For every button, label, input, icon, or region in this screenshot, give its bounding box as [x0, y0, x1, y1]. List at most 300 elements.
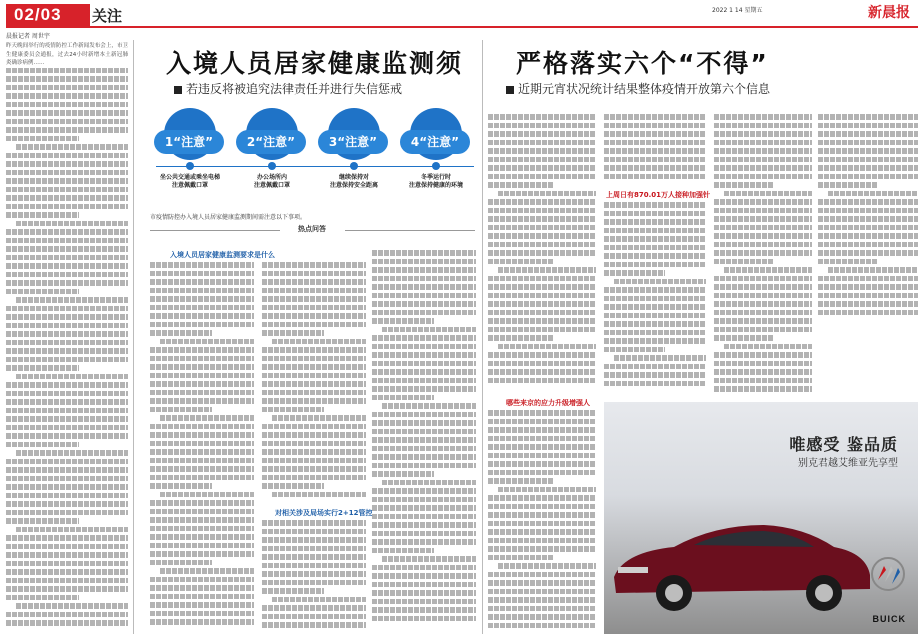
text-line — [262, 622, 366, 631]
text-line — [150, 602, 254, 611]
text-line — [604, 245, 706, 254]
text-line — [818, 131, 918, 140]
text-line — [488, 148, 596, 157]
text-line — [150, 475, 254, 484]
text-line — [818, 284, 918, 293]
text-line — [6, 110, 128, 119]
note-label: 2“注意” — [236, 130, 306, 154]
text-line — [714, 293, 812, 302]
text-line — [714, 148, 812, 157]
text-line — [372, 505, 476, 514]
text-line — [714, 199, 812, 208]
text-line — [150, 313, 254, 322]
text-line — [488, 589, 596, 598]
text-line — [262, 424, 366, 433]
text-line — [262, 322, 366, 331]
text-line — [498, 191, 596, 200]
text-line — [818, 114, 918, 123]
text-line — [488, 199, 596, 208]
text-line — [604, 347, 665, 356]
text-line — [604, 313, 706, 322]
text-line — [818, 123, 918, 132]
text-line — [150, 390, 254, 399]
text-line — [150, 364, 254, 373]
text-line — [6, 612, 128, 621]
text-line — [262, 449, 366, 458]
text-line — [160, 492, 254, 501]
text-line — [150, 330, 212, 339]
text-line — [818, 199, 918, 208]
text-line — [488, 504, 596, 513]
note-dot — [432, 162, 440, 170]
left-article-body — [6, 68, 128, 629]
text-line — [262, 441, 366, 450]
text-line — [372, 607, 476, 616]
text-line — [488, 233, 596, 242]
text-line — [818, 310, 918, 319]
text-line — [262, 364, 366, 373]
issue-date: 2022 1 14 星期五 — [712, 7, 763, 14]
newspaper-logo: 新晨报 — [868, 5, 910, 21]
text-line — [714, 123, 812, 132]
text-line — [6, 340, 128, 349]
article2-col1b — [488, 410, 596, 634]
text-line — [714, 318, 812, 327]
text-line — [818, 165, 918, 174]
article1-col3 — [372, 250, 476, 634]
hotline-rule-left — [150, 230, 280, 231]
text-line — [818, 301, 918, 310]
text-line — [6, 357, 128, 366]
text-line — [6, 459, 128, 468]
text-line — [372, 395, 434, 404]
text-line — [372, 250, 476, 259]
hotline-divider — [150, 224, 475, 238]
text-line — [818, 216, 918, 225]
text-line — [262, 546, 366, 555]
article2-sub2: 哪些来京的应力升级增强人 — [506, 399, 590, 407]
text-line — [714, 352, 812, 361]
left-article — [6, 40, 128, 634]
text-line — [6, 620, 128, 629]
buick-logo-icon — [870, 552, 906, 612]
text-line — [488, 361, 596, 370]
text-line — [372, 616, 476, 625]
text-line — [150, 543, 254, 552]
text-line — [604, 364, 706, 373]
text-line — [6, 246, 128, 255]
text-line — [6, 323, 128, 332]
text-line — [372, 284, 476, 293]
text-line — [372, 259, 476, 268]
brand-wordmark: BUICK — [872, 614, 906, 624]
text-line — [150, 305, 254, 314]
text-line — [150, 500, 254, 509]
text-line — [150, 373, 254, 382]
text-line — [604, 262, 706, 271]
text-line — [488, 453, 596, 462]
buick-advertisement[interactable] — [604, 402, 918, 634]
text-line — [372, 531, 476, 540]
text-line — [150, 432, 254, 441]
text-line — [714, 174, 812, 183]
text-line — [150, 424, 254, 433]
text-line — [6, 178, 128, 187]
text-line — [488, 123, 596, 132]
text-line — [488, 216, 596, 225]
text-line — [382, 327, 476, 336]
text-line — [6, 306, 128, 315]
text-line — [488, 369, 596, 378]
text-line — [818, 276, 918, 285]
text-line — [372, 437, 476, 446]
text-line — [262, 529, 366, 538]
text-line — [614, 355, 706, 364]
text-line — [160, 568, 254, 577]
text-line — [6, 331, 128, 340]
text-line — [488, 182, 553, 191]
text-line — [488, 470, 596, 479]
text-line — [818, 148, 918, 157]
text-line — [150, 381, 254, 390]
text-line — [372, 446, 476, 455]
text-line — [262, 563, 366, 572]
text-line — [6, 569, 128, 578]
text-line — [498, 344, 596, 353]
text-line — [262, 537, 366, 546]
text-line — [372, 590, 476, 599]
hotline-rule-right — [345, 230, 475, 231]
column-divider — [133, 40, 134, 634]
note-label: 4“注意” — [400, 130, 470, 154]
text-line — [262, 458, 366, 467]
text-line — [372, 471, 434, 480]
text-line — [150, 577, 254, 586]
text-line — [714, 225, 812, 234]
text-line — [714, 114, 812, 123]
ad-title: 唯感受 鉴品质 — [789, 435, 898, 454]
text-line — [262, 483, 324, 492]
text-line — [488, 521, 596, 530]
text-line — [488, 301, 596, 310]
text-line — [818, 182, 878, 191]
text-line — [604, 131, 706, 140]
text-line — [6, 433, 128, 442]
text-line — [262, 381, 366, 390]
text-line — [604, 114, 706, 123]
text-line — [16, 374, 128, 383]
text-line — [604, 321, 706, 330]
text-line — [372, 463, 476, 472]
text-line — [272, 597, 366, 606]
note-caption: 继续保持对 注意保持安全距离 — [329, 174, 378, 189]
text-line — [16, 144, 128, 153]
article2-col3 — [714, 114, 812, 396]
text-line — [6, 510, 128, 519]
article1-headline: 入境人员居家健康监测须 — [166, 49, 464, 78]
article1-col1 — [150, 262, 254, 634]
note-dot — [350, 162, 358, 170]
text-line — [262, 475, 366, 484]
text-line — [604, 236, 706, 245]
text-line — [160, 415, 254, 424]
text-line — [262, 262, 366, 271]
note-caption: 冬季运行时 注意保持健康的环境 — [408, 174, 463, 189]
text-line — [6, 170, 128, 179]
text-line — [372, 429, 476, 438]
article2-subhead: 近期元宵状况统计结果整体疫情开放第六个信息 — [506, 80, 770, 97]
article2-col2b — [604, 202, 706, 396]
text-line — [604, 219, 706, 228]
text-line — [498, 487, 596, 496]
text-line — [262, 313, 366, 322]
header-rule — [6, 26, 918, 28]
text-line — [6, 484, 128, 493]
text-line — [714, 233, 812, 242]
text-line — [372, 386, 476, 395]
article2-sub1: 上周日有870.01万人接种加强针 — [606, 191, 711, 199]
text-line — [488, 318, 596, 327]
text-line — [372, 454, 476, 463]
text-line — [724, 267, 812, 276]
text-line — [6, 467, 128, 476]
text-line — [604, 338, 706, 347]
text-line — [262, 305, 366, 314]
article2-col4 — [818, 114, 918, 396]
text-line — [150, 262, 254, 271]
byline: 晨报记者 周世宇 — [6, 33, 50, 40]
text-line — [604, 123, 706, 132]
text-line — [262, 330, 324, 339]
text-line — [488, 335, 553, 344]
text-line — [262, 466, 366, 475]
text-line — [372, 369, 476, 378]
text-line — [488, 529, 596, 538]
note-1 — [150, 108, 226, 194]
text-line — [6, 289, 79, 298]
text-line — [604, 157, 706, 166]
text-line — [372, 548, 434, 557]
text-line — [372, 420, 476, 429]
text-line — [372, 565, 476, 574]
text-line — [604, 165, 706, 174]
text-line — [262, 605, 366, 614]
text-line — [16, 221, 128, 230]
text-line — [150, 509, 254, 518]
text-line — [6, 399, 128, 408]
text-line — [488, 310, 596, 319]
text-line — [488, 327, 596, 336]
text-line — [488, 140, 596, 149]
text-line — [150, 288, 254, 297]
text-line — [488, 157, 596, 166]
text-line — [488, 495, 596, 504]
text-line — [6, 229, 128, 238]
text-line — [262, 347, 366, 356]
text-line — [382, 480, 476, 489]
text-line — [382, 403, 476, 412]
text-line — [150, 347, 254, 356]
text-line — [488, 555, 553, 564]
text-line — [604, 253, 706, 262]
text-line — [262, 390, 366, 399]
text-line — [488, 174, 596, 183]
text-line — [150, 594, 254, 603]
text-line — [150, 611, 254, 620]
text-line — [6, 493, 128, 502]
note-label: 1“注意” — [154, 130, 224, 154]
text-line — [372, 301, 476, 310]
text-line — [372, 310, 476, 319]
text-line — [372, 573, 476, 582]
section-title: 关注 — [92, 7, 123, 25]
text-line — [604, 287, 706, 296]
text-line — [382, 556, 476, 565]
text-line — [488, 259, 553, 268]
text-line — [150, 279, 254, 288]
page-header — [0, 0, 924, 26]
text-line — [604, 296, 706, 305]
text-line — [6, 280, 128, 289]
text-line — [6, 586, 128, 595]
text-line — [6, 382, 128, 391]
text-line — [372, 522, 476, 531]
text-line — [6, 408, 128, 417]
text-line — [262, 288, 366, 297]
text-line — [604, 211, 706, 220]
note-label: 3“注意” — [318, 130, 388, 154]
text-line — [488, 546, 596, 555]
text-line — [150, 441, 254, 450]
text-line — [6, 238, 128, 247]
text-line — [714, 276, 812, 285]
text-line — [150, 271, 254, 280]
text-line — [724, 191, 812, 200]
hotline-title: 热点问答 — [298, 225, 326, 233]
text-line — [6, 85, 128, 94]
text-line — [714, 327, 812, 336]
text-line — [150, 560, 212, 569]
text-line — [6, 365, 79, 374]
text-line — [714, 378, 812, 387]
text-line — [262, 588, 324, 597]
article1-subhead: 若违反将被追究法律责任并进行失信惩戒 — [174, 80, 402, 97]
text-line — [488, 293, 596, 302]
text-line — [6, 552, 128, 561]
text-line — [6, 93, 128, 102]
text-line — [714, 250, 812, 259]
text-line — [262, 398, 366, 407]
text-line — [6, 263, 128, 272]
text-line — [372, 318, 434, 327]
text-line — [262, 373, 366, 382]
text-line — [488, 606, 596, 615]
text-line — [150, 407, 212, 416]
text-line — [818, 208, 918, 217]
note-3 — [314, 108, 390, 194]
text-line — [604, 228, 706, 237]
text-line — [16, 527, 128, 536]
text-line — [6, 136, 79, 145]
text-line — [714, 284, 812, 293]
figure-caption: 市疫情防控办入境人员居家健康监测期间需注意以下事项。 — [150, 214, 307, 221]
text-line — [818, 157, 918, 166]
text-line — [372, 488, 476, 497]
text-line — [488, 444, 596, 453]
text-line — [604, 270, 665, 279]
text-line — [818, 293, 918, 302]
text-line — [714, 131, 812, 140]
text-line — [714, 242, 812, 251]
text-line — [604, 330, 706, 339]
text-line — [714, 310, 812, 319]
text-line — [724, 344, 812, 353]
text-line — [6, 578, 128, 587]
text-line — [6, 195, 128, 204]
article1-col2b — [262, 520, 366, 634]
text-line — [6, 212, 79, 221]
text-line — [150, 449, 254, 458]
text-line — [150, 458, 254, 467]
text-line — [6, 425, 128, 434]
text-line — [262, 554, 366, 563]
text-line — [6, 68, 128, 77]
text-line — [272, 492, 366, 501]
text-line — [372, 267, 476, 276]
text-line — [714, 259, 773, 268]
text-line — [714, 369, 812, 378]
text-line — [818, 233, 918, 242]
article2-col2 — [604, 114, 706, 186]
article1-sub1: 入境人员居家健康监测要求是什么 — [170, 251, 275, 259]
text-line — [488, 165, 596, 174]
text-line — [6, 76, 128, 85]
text-line — [372, 599, 476, 608]
text-line — [262, 279, 366, 288]
text-line — [372, 344, 476, 353]
text-line — [6, 102, 128, 111]
notes-graphic — [150, 108, 475, 208]
text-line — [372, 514, 476, 523]
text-line — [150, 526, 254, 535]
text-line — [272, 339, 366, 348]
text-line — [262, 407, 324, 416]
text-line — [714, 140, 812, 149]
text-line — [262, 432, 366, 441]
text-line — [262, 580, 366, 589]
text-line — [488, 284, 596, 293]
text-line — [150, 466, 254, 475]
text-line — [262, 296, 366, 305]
note-2 — [232, 108, 308, 194]
text-line — [498, 563, 596, 572]
text-line — [488, 427, 596, 436]
text-line — [714, 208, 812, 217]
text-line — [614, 279, 706, 288]
text-line — [714, 182, 773, 191]
text-line — [498, 267, 596, 276]
text-line — [488, 597, 596, 606]
text-line — [150, 398, 254, 407]
text-line — [372, 378, 476, 387]
text-line — [714, 301, 812, 310]
text-line — [6, 476, 128, 485]
text-line — [488, 614, 596, 623]
text-line — [488, 225, 596, 234]
text-line — [488, 478, 553, 487]
text-line — [604, 372, 706, 381]
text-line — [16, 297, 128, 306]
